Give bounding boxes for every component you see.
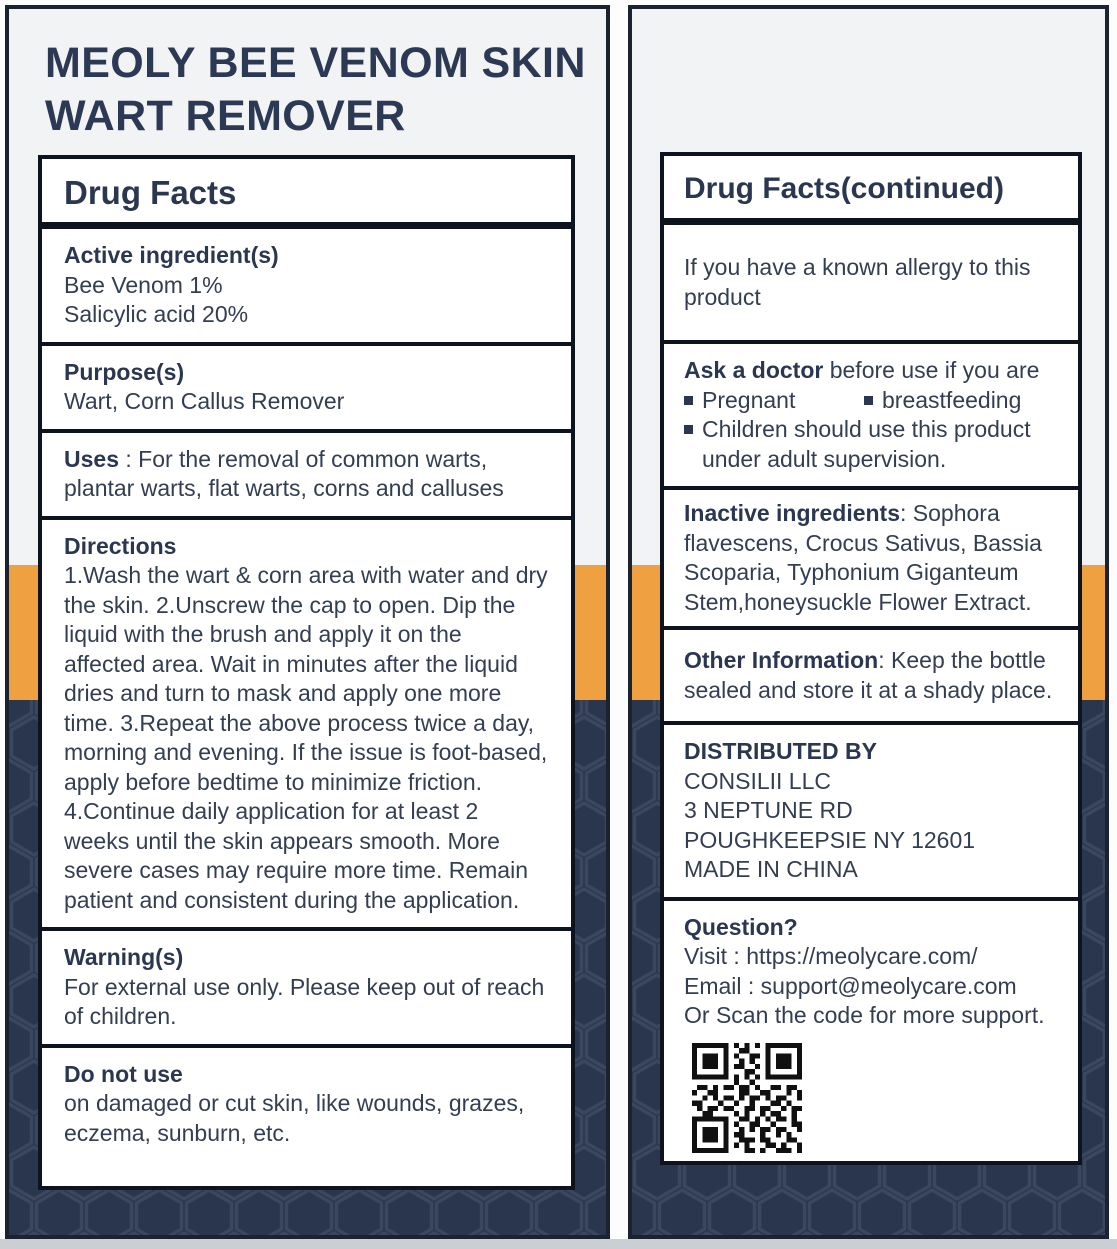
other-info-heading: Other Information — [684, 647, 879, 673]
drug-facts-box — [38, 155, 575, 1190]
bullet-text: Children should use this product under adult supervision. — [702, 416, 1031, 472]
sheet-bottom-edge — [0, 1239, 1117, 1249]
left-panel — [5, 5, 610, 1239]
bullet-square-icon — [684, 396, 693, 405]
section-allergy — [664, 225, 1078, 344]
section-distributed-by — [664, 725, 1078, 901]
directions-heading: Directions — [64, 532, 177, 559]
uses-heading: Uses — [64, 445, 119, 472]
uses-text: : For the removal of common warts, plantar warts, flat warts, corns and calluses — [64, 445, 504, 501]
active-ingredients-heading: Active ingredient(s) — [64, 242, 279, 268]
qr-code — [692, 1043, 802, 1153]
question-line: Or Scan the code for more support. — [684, 1002, 1045, 1028]
allergy-text: If you have a known allergy to this product — [684, 254, 1031, 310]
section-question — [664, 901, 1078, 1165]
do-not-use-heading: Do not use — [64, 1060, 183, 1087]
directions-text: 1.Wash the wart & corn area with water and dry the skin. 2.Unscrew the cap to open. Dip the liquid with the brush and apply it on the affected area. Wait in minutes after the liquid dries and turn to mask and apply one more time. 3.Repeat the above process twice a day, morning and evening. If the issue is foot-based, apply before bedtime to minimize friction. 4.Continue daily application for at least 2 weeks until the skin appears smooth. More severe cases may require more time. Remain patient and consistent during the application. — [64, 562, 548, 913]
section-do-not-use — [42, 1048, 571, 1187]
other-info-text: : Keep the bottle sealed and store it at a shady place. — [684, 647, 1053, 703]
purpose-heading: Purpose(s) — [64, 358, 185, 385]
section-active-ingredients — [42, 229, 571, 346]
warnings-text: For external use only. Please keep out of reach of children. — [64, 973, 545, 1029]
bullet-item — [864, 386, 1021, 416]
section-uses — [42, 433, 571, 520]
distributor-line: POUGHKEEPSIE NY 12601 — [684, 826, 976, 853]
inactive-text: : Sophora flavescens, Crocus Sativus, Bassia Scoparia, Typhonium Giganteum Stem,honeysuckle Flower Extract. — [684, 500, 1042, 615]
question-line: Visit : https://meolycare.com/ — [684, 943, 978, 969]
drug-facts-continued-heading: Drug Facts(continued) — [664, 156, 1078, 225]
do-not-use-text: on damaged or cut skin, like wounds, grazes, eczema, sunburn, etc. — [64, 1090, 525, 1146]
section-warnings — [42, 931, 571, 1048]
section-purpose — [42, 346, 571, 433]
bullet-item — [684, 415, 1058, 474]
distributed-by-heading: DISTRIBUTED BY — [684, 738, 877, 764]
active-ingredient-line: Salicylic acid 20% — [64, 301, 249, 327]
section-ask-a-doctor — [664, 344, 1078, 490]
bullet-square-icon — [864, 396, 873, 405]
section-other-information — [664, 630, 1078, 725]
bullet-square-icon — [684, 425, 693, 434]
inactive-heading: Inactive ingredients — [684, 500, 901, 526]
question-heading: Question? — [684, 913, 798, 940]
bullet-text: breastfeeding — [882, 386, 1022, 413]
product-title: MEOLY BEE VENOM SKIN WART REMOVER — [45, 39, 586, 140]
ask-doctor-heading: Ask a doctor — [684, 357, 824, 383]
section-inactive-ingredients — [664, 490, 1078, 630]
question-line: Email : support@meolycare.com — [684, 972, 1017, 999]
right-panel — [628, 5, 1109, 1239]
bullet-item — [684, 386, 864, 416]
warnings-heading: Warning(s) — [64, 944, 184, 970]
active-ingredient-line: Bee Venom 1% — [64, 271, 223, 298]
ask-doctor-text: before use if you are — [823, 357, 1040, 383]
bullet-text: Pregnant — [702, 386, 796, 413]
drug-facts-continued-box — [660, 152, 1082, 1165]
purpose-line: Wart, Corn Callus Remover — [64, 388, 345, 414]
distributor-line: 3 NEPTUNE RD — [684, 797, 853, 823]
section-directions — [42, 520, 571, 932]
drug-facts-heading: Drug Facts — [42, 159, 571, 229]
bullet-row — [684, 386, 1058, 416]
distributor-line: MADE IN CHINA — [684, 856, 858, 882]
distributor-line: CONSILII LLC — [684, 767, 831, 794]
